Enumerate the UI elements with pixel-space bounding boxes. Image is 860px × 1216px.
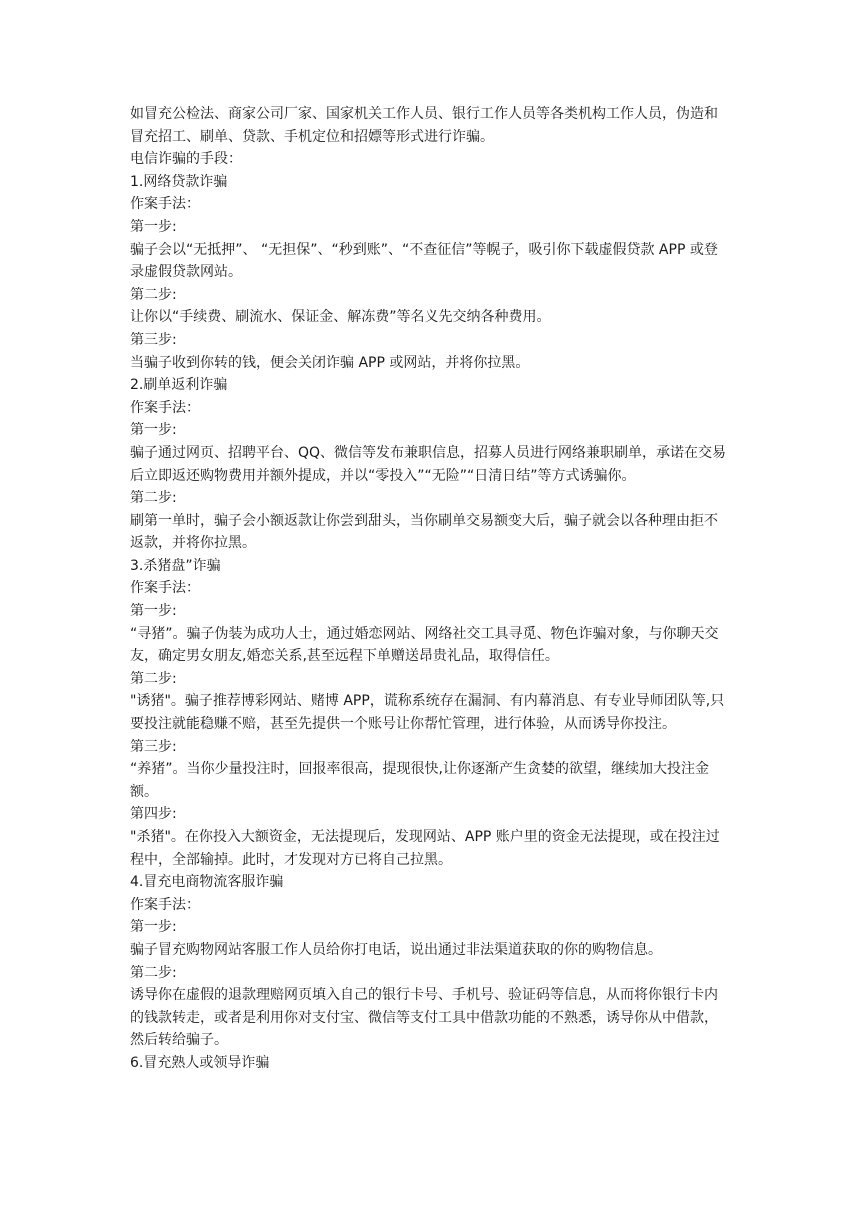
step-text: 骗子会以“无抵押”、 “无担保”、“秒到账”、“不查征信”等幌子，吸引你下载虚假贷款 APP 或登录虚假贷款网站。 [130, 241, 718, 281]
method-label: 作案手法： [130, 896, 200, 913]
step-label: 第三步: [130, 331, 177, 348]
step-text: 骗子冒充购物网站客服工作人员给你打电话，说出通过非法渠道获取的你的购物信息。 [130, 941, 662, 958]
document-body [130, 103, 730, 1075]
paragraph-intro: 如冒充公检法、商家公司厂家、国家机关工作人员、银行工作人员等各类机构工作人员，伪造和冒充招工、刷单、贷款、手机定位和招嫖等形式进行诈骗。 [130, 106, 718, 145]
method-label: 作案手法： [130, 196, 200, 213]
step-label: 第二步: [130, 964, 177, 981]
method-label: 作案手法： [130, 399, 200, 416]
case-title-1: 1.网络贷款诈骗 [130, 173, 228, 190]
step-label: 第一步: [130, 603, 177, 620]
step-label: 第二步: [130, 286, 177, 303]
step-label: 第四步: [130, 806, 177, 823]
step-text: 诱导你在虚假的退款理赔网页填入自己的银行卡号、手机号、验证码等信息，从而将你银行卡内的钱款转走，或者是利用你对支付宝、微信等支付工具中借款功能的不熟悉，诱导你从中借款，然后转给骗子。 [130, 987, 718, 1049]
step-text: “寻猪”。骗子伪装为成功人士，通过婚恋网站、网络社交工具寻觅、物色诈骗对象，与你聊天交友，确定男女朋友,婚恋关系,甚至远程下单赠送昂贵礼品，取得信任。 [130, 625, 719, 665]
step-text: "杀猪"。在你投入大额资金，无法提现后，发现网站、APP 账户里的资金无法提现，或在投注过程中，全部输掉。此时，才发现对方已将自己拉黑。 [130, 829, 720, 868]
step-text: 骗子通过网页、招聘平台、QQ、微信等发布兼职信息，招募人员进行网络兼职刷单，承诺在交易后立即返还购物费用并额外提成，并以“零投入”“无险”“日清日结”等方式诱骗你。 [130, 444, 727, 484]
step-label: 第二步: [130, 490, 177, 507]
step-text: 刷第一单时，骗子会小额返款让你尝到甜头，当你刷单交易额变大后，骗子就会以各种理由拒不返款，并将你拉黑。 [130, 512, 718, 552]
step-label: 第三步: [130, 738, 177, 755]
step-label: 第一步: [130, 218, 177, 235]
case-title-3: 3.杀猪盘”诈骗 [130, 557, 221, 574]
case-title-2: 2.刷单返利诈骗 [130, 377, 228, 394]
case-title-4: 4.冒充电商物流客服诈骗 [130, 874, 284, 891]
step-text: 当骗子收到你转的钱，便会关闭诈骗 APP 或网站，并将你拉黑。 [130, 354, 530, 371]
step-text: “养猪”。当你少量投注时，回报率很高，提现很快,让你逐渐产生贪婪的欲望，继续加大投注金额。 [130, 761, 709, 800]
step-text: 让你以“手续费、刷流水、保证金、解冻费”等名义先交纳各种费用。 [130, 309, 551, 326]
step-text: "诱猪"。骗子推荐博彩网站、赌博 APP，谎称系统存在漏洞、有内幕消息、有专业导师团队等,只要投注就能稳赚不赔，甚至先提供一个账号让你帮忙管理，进行体验，从而诱导你投注。 [130, 693, 725, 733]
method-label: 作案手法： [130, 580, 200, 597]
section-heading: 电信诈骗的手段： [130, 151, 242, 168]
step-label: 第一步: [130, 919, 177, 936]
step-label: 第二步: [130, 670, 177, 687]
step-label: 第一步: [130, 422, 177, 439]
case-title-6: 6.冒充熟人或领导诈骗 [130, 1054, 270, 1071]
